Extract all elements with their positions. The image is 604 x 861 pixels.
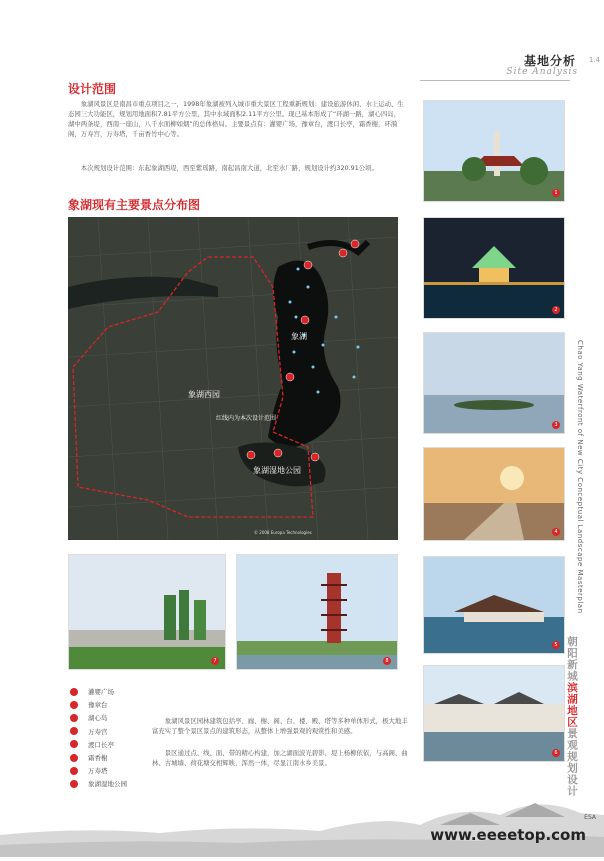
legend-marker-icon (70, 701, 78, 709)
map-label-wetland-park: 象湖湿地公园 (253, 466, 301, 475)
legend-item (70, 711, 150, 724)
legend-item (70, 725, 150, 738)
photo-marker-5: 5 (552, 641, 560, 649)
side-title-part-1: 朝阳新城 (566, 636, 578, 682)
aerial-map (68, 217, 398, 540)
bottom-landscape-silhouette (0, 785, 604, 857)
photo-sunset-bridge-graphic (424, 448, 564, 540)
legend-marker-icon (70, 688, 78, 696)
photo-marker-1: 1 (552, 189, 560, 197)
page-header-title: 基地分析 (523, 54, 576, 68)
page-id: ESA (584, 814, 596, 821)
page-header-subtitle: Site Analysis (506, 67, 578, 77)
photo-plaza-sculptures-graphic (69, 555, 225, 669)
legend-marker-icon (70, 727, 78, 735)
photo-pagoda-tower (236, 554, 398, 670)
description-paragraph-1: 象湖风景区园林建筑包括亭、廊、榭、阁、台、楼、殿、塔等多种单体形式，极大地丰富充实了整个景区景点的建筑形态，从整体上增强景观的观赏性和美感。 (152, 717, 408, 735)
side-title-part-2: 滨湖地区 (566, 682, 578, 728)
photo-pavilion-night (423, 217, 565, 319)
legend-label: 豫章台 (88, 701, 108, 710)
legend-label: 象湖湿地公园 (88, 780, 127, 789)
map-label-scope-note: 红线内为本次设计范围 (216, 415, 277, 422)
legend-marker-icon (70, 714, 78, 722)
map-section-heading: 象湖现有主要景点分布图 (68, 198, 201, 212)
legend-item (70, 738, 150, 751)
map-label-lake: 象湖 (291, 332, 307, 341)
legend-item (70, 698, 150, 711)
photo-plaza-sculptures (68, 554, 226, 670)
aerial-map-graphic (68, 217, 398, 540)
legend-item (70, 751, 150, 764)
map-credit: © 2008 Europa Technologies (254, 530, 312, 535)
map-label-west-park: 象湖西园 (188, 390, 220, 399)
legend-label: 霜香榭 (88, 754, 108, 763)
side-title-english: Chao Yang Waterfront of New City Conceptual Landscape Masterplan (576, 340, 584, 614)
legend (70, 685, 150, 791)
photo-pagoda-day-graphic (424, 101, 564, 201)
header-divider (420, 80, 570, 81)
photo-sunset-bridge (423, 447, 565, 541)
photo-marker-2: 2 (552, 306, 560, 314)
description-paragraph-2: 景区通过点、线、面、带的精心构建，加之湖面波光碧影、堤上杨柳依依，与高阁、曲林、古城墙、荷花塘交相辉映，浑然一体，尽显江南水乡美景。 (152, 749, 408, 767)
legend-label: 渡口长亭 (88, 740, 114, 749)
photo-lake-island (423, 332, 565, 434)
section-number: 1.4 (588, 56, 600, 64)
legend-label: 湖心岛 (88, 714, 108, 723)
photo-waterfront-houses (423, 665, 565, 762)
photo-arch-bridge-graphic (424, 557, 564, 653)
bottom-landscape-graphic (0, 785, 604, 857)
legend-item (70, 764, 150, 777)
watermark: www.eeeetop.com (430, 826, 586, 844)
photo-arch-bridge (423, 556, 565, 654)
design-scope-heading: 设计范围 (68, 82, 117, 96)
photo-pagoda-tower-graphic (237, 555, 397, 669)
legend-marker-icon (70, 767, 78, 775)
photo-marker-4: 4 (552, 528, 560, 536)
photo-pavilion-night-graphic (424, 218, 564, 318)
legend-label: 灌婴广场 (88, 688, 114, 697)
legend-marker-icon (70, 754, 78, 762)
legend-label: 万寿塔 (88, 767, 108, 776)
side-title-part-3: 景观规划设计 (566, 728, 578, 797)
photo-marker-8: 8 (383, 657, 391, 665)
photo-marker-3: 3 (552, 421, 560, 429)
photo-marker-7: 7 (211, 657, 219, 665)
legend-marker-icon (70, 740, 78, 748)
legend-label: 万寿宫 (88, 727, 108, 736)
photo-lake-island-graphic (424, 333, 564, 433)
photo-marker-6: 6 (552, 749, 560, 757)
photo-waterfront-houses-graphic (424, 666, 564, 761)
design-scope-paragraph-1: 象湖风景区是南昌市重点项目之一，1998年象湖被列入城市重大景区工程重新规划：建设旅游休闲、水上运动、生态园三大功能区，规划用地面积7.81平方公里，其中水域面积2.11平方公里。现已基本形成了“环湖一路，湖心四岛，湖中两条堤，西南一座山，八千水面柳如烟”的总体格局。主要景点有：灌婴广场，豫章台，渡口长亭，霜香榭，环漪阁，万寿宫，万寿塔，千亩香竹中心等。 (68, 100, 404, 138)
side-title-chinese (566, 636, 580, 797)
legend-item (70, 685, 150, 698)
photo-pagoda-day (423, 100, 565, 202)
design-scope-paragraph-2: 本次规划设计范围：东起象湖西堤，西至紫瑶路，南起昌南大道，北至水厂路，规划设计约320.91公顷。 (80, 164, 378, 172)
